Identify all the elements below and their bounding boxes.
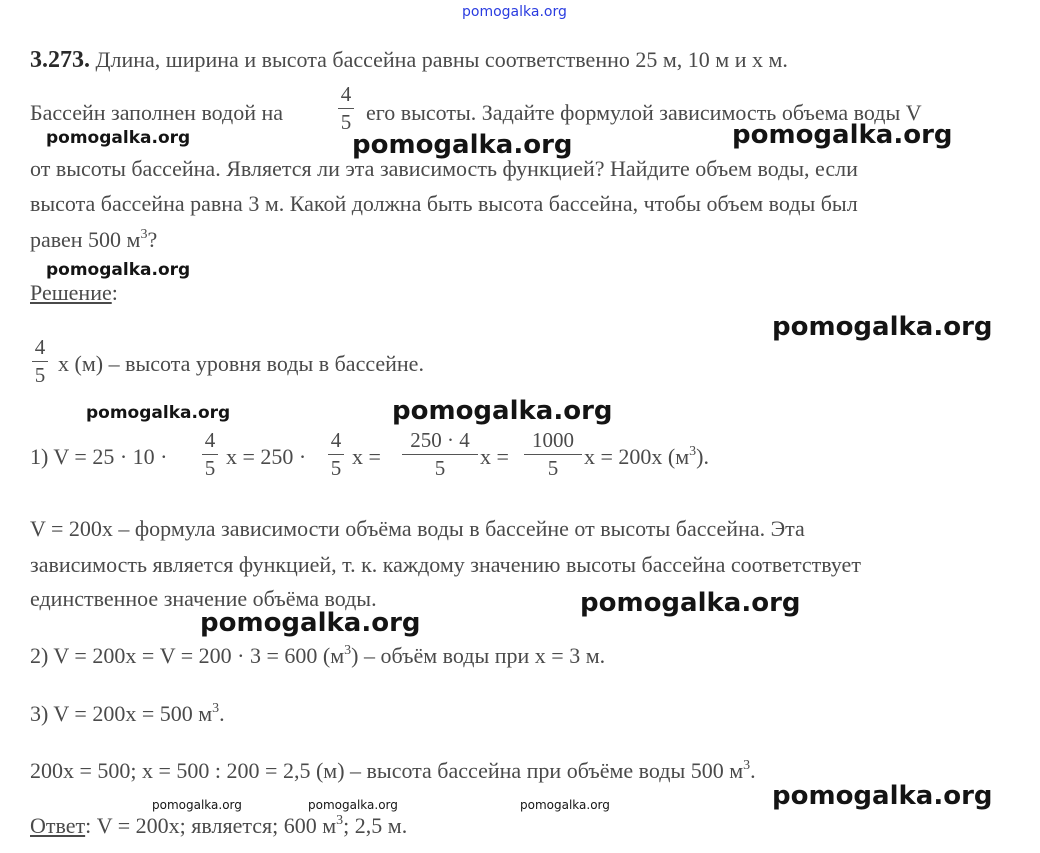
step-3 bbox=[30, 703, 225, 725]
fraction-four-fifths bbox=[32, 337, 48, 386]
superscript: 3 bbox=[212, 701, 220, 716]
fraction-denominator: 5 bbox=[434, 456, 446, 480]
problem-number: 3.273. bbox=[30, 47, 90, 73]
fraction-numerator: 4 bbox=[34, 335, 46, 359]
step-4-text: 200х = 500; х = 500 : 200 = 2,5 (м) – высота бассейна при объёме воды 500 м bbox=[30, 758, 744, 783]
problem-line-2b: его высоты. Задайте формулой зависимость объема воды V bbox=[366, 100, 922, 125]
explanation-line-3: единственное значение объёма воды. bbox=[30, 586, 377, 611]
watermark: pomogalka.org bbox=[520, 798, 610, 812]
step-2-text: 2) V = 200х = V = 200 · 3 = 600 (м bbox=[30, 643, 345, 668]
fraction-bar bbox=[32, 361, 48, 362]
fraction-numerator: 4 bbox=[340, 82, 352, 106]
step-3-end: . bbox=[219, 701, 225, 726]
fraction-numerator: 1000 bbox=[532, 428, 574, 452]
superscript: 3 bbox=[689, 444, 697, 459]
step-1-part-b: х = 250 · bbox=[226, 444, 307, 469]
watermark: pomogalka.org bbox=[200, 608, 421, 638]
watermark: pomogalka.org bbox=[152, 798, 242, 812]
problem-line-5-text: равен 500 м bbox=[30, 227, 141, 252]
step-4 bbox=[30, 760, 756, 782]
explanation-line-1: V = 200х – формула зависимости объёма воды в бассейне от высоты бассейна. Эта bbox=[30, 516, 805, 541]
answer-text: : V = 200х; является; 600 м bbox=[85, 813, 337, 838]
watermark: pomogalka.org bbox=[46, 260, 191, 280]
fraction-four-fifths bbox=[328, 430, 344, 479]
problem-text: Длина, ширина и высота бассейна равны соответственно 25 м, 10 м и х м. bbox=[95, 47, 788, 72]
fraction-four-fifths bbox=[202, 430, 218, 479]
problem-line-5 bbox=[30, 229, 157, 251]
fraction-250x4-over-5 bbox=[402, 430, 478, 479]
watermark: pomogalka.org bbox=[86, 403, 231, 423]
problem-line-2a: Бассейн заполнен водой на bbox=[30, 100, 284, 125]
solution-title: Решение bbox=[30, 280, 112, 305]
step-1-end: ). bbox=[696, 444, 709, 469]
solution-heading bbox=[30, 282, 118, 304]
step-1-part-d: х = bbox=[480, 444, 509, 469]
explanation-line-2: зависимость является функцией, т. к. каждому значению высоты бассейна соответствует bbox=[30, 552, 861, 577]
fraction-denominator: 5 bbox=[204, 456, 216, 480]
superscript: 3 bbox=[140, 227, 148, 242]
watermark: pomogalka.org bbox=[772, 781, 993, 811]
superscript: 3 bbox=[743, 758, 751, 773]
superscript: 3 bbox=[344, 643, 352, 658]
problem-line-3: от высоты бассейна. Является ли эта зависимость функцией? Найдите объем воды, если bbox=[30, 156, 858, 181]
fraction-bar bbox=[524, 454, 582, 455]
problem-line-4: высота бассейна равна 3 м. Какой должна быть высота бассейна, чтобы объем воды был bbox=[30, 191, 858, 216]
step-1-part-a: 1) V = 25 · 10 · bbox=[30, 444, 168, 469]
watermark: pomogalka.org bbox=[308, 798, 398, 812]
watermark: pomogalka.org bbox=[732, 120, 953, 150]
fraction-bar bbox=[402, 454, 478, 455]
step-2-end: ) – объём воды при х = 3 м. bbox=[351, 643, 606, 668]
fraction-denominator: 5 bbox=[547, 456, 559, 480]
answer-end: ; 2,5 м. bbox=[343, 813, 408, 838]
answer-line bbox=[30, 815, 407, 837]
fraction-bar bbox=[338, 108, 354, 109]
problem-line-1 bbox=[30, 48, 788, 72]
watermark: pomogalka.org bbox=[46, 128, 191, 148]
step-1-part-e bbox=[584, 446, 709, 468]
step-3-text: 3) V = 200х = 500 м bbox=[30, 701, 213, 726]
fraction-denominator: 5 bbox=[34, 363, 46, 387]
watermark: pomogalka.org bbox=[580, 588, 801, 618]
fraction-bar bbox=[328, 454, 344, 455]
step-2 bbox=[30, 645, 605, 667]
problem-line-5-end: ? bbox=[147, 227, 158, 252]
fraction-four-fifths bbox=[338, 84, 354, 133]
solution-colon: : bbox=[111, 280, 118, 305]
fraction-bar bbox=[202, 454, 218, 455]
fraction-numerator: 250 · 4 bbox=[410, 428, 470, 452]
answer-label: Ответ bbox=[30, 813, 86, 838]
watermark: pomogalka.org bbox=[772, 312, 993, 342]
fraction-denominator: 5 bbox=[340, 110, 352, 134]
water-level-text: х (м) – высота уровня воды в бассейне. bbox=[58, 351, 424, 376]
step-1-part-c: х = bbox=[352, 444, 381, 469]
fraction-numerator: 4 bbox=[330, 428, 342, 452]
watermark: pomogalka.org bbox=[392, 396, 613, 426]
step-4-end: . bbox=[750, 758, 756, 783]
watermark-top: pomogalka.org bbox=[462, 4, 567, 20]
fraction-1000-over-5 bbox=[524, 430, 582, 479]
fraction-numerator: 4 bbox=[204, 428, 216, 452]
fraction-denominator: 5 bbox=[330, 456, 342, 480]
watermark: pomogalka.org bbox=[352, 130, 573, 160]
superscript: 3 bbox=[336, 813, 344, 828]
step-1-result: х = 200х (м bbox=[584, 444, 690, 469]
